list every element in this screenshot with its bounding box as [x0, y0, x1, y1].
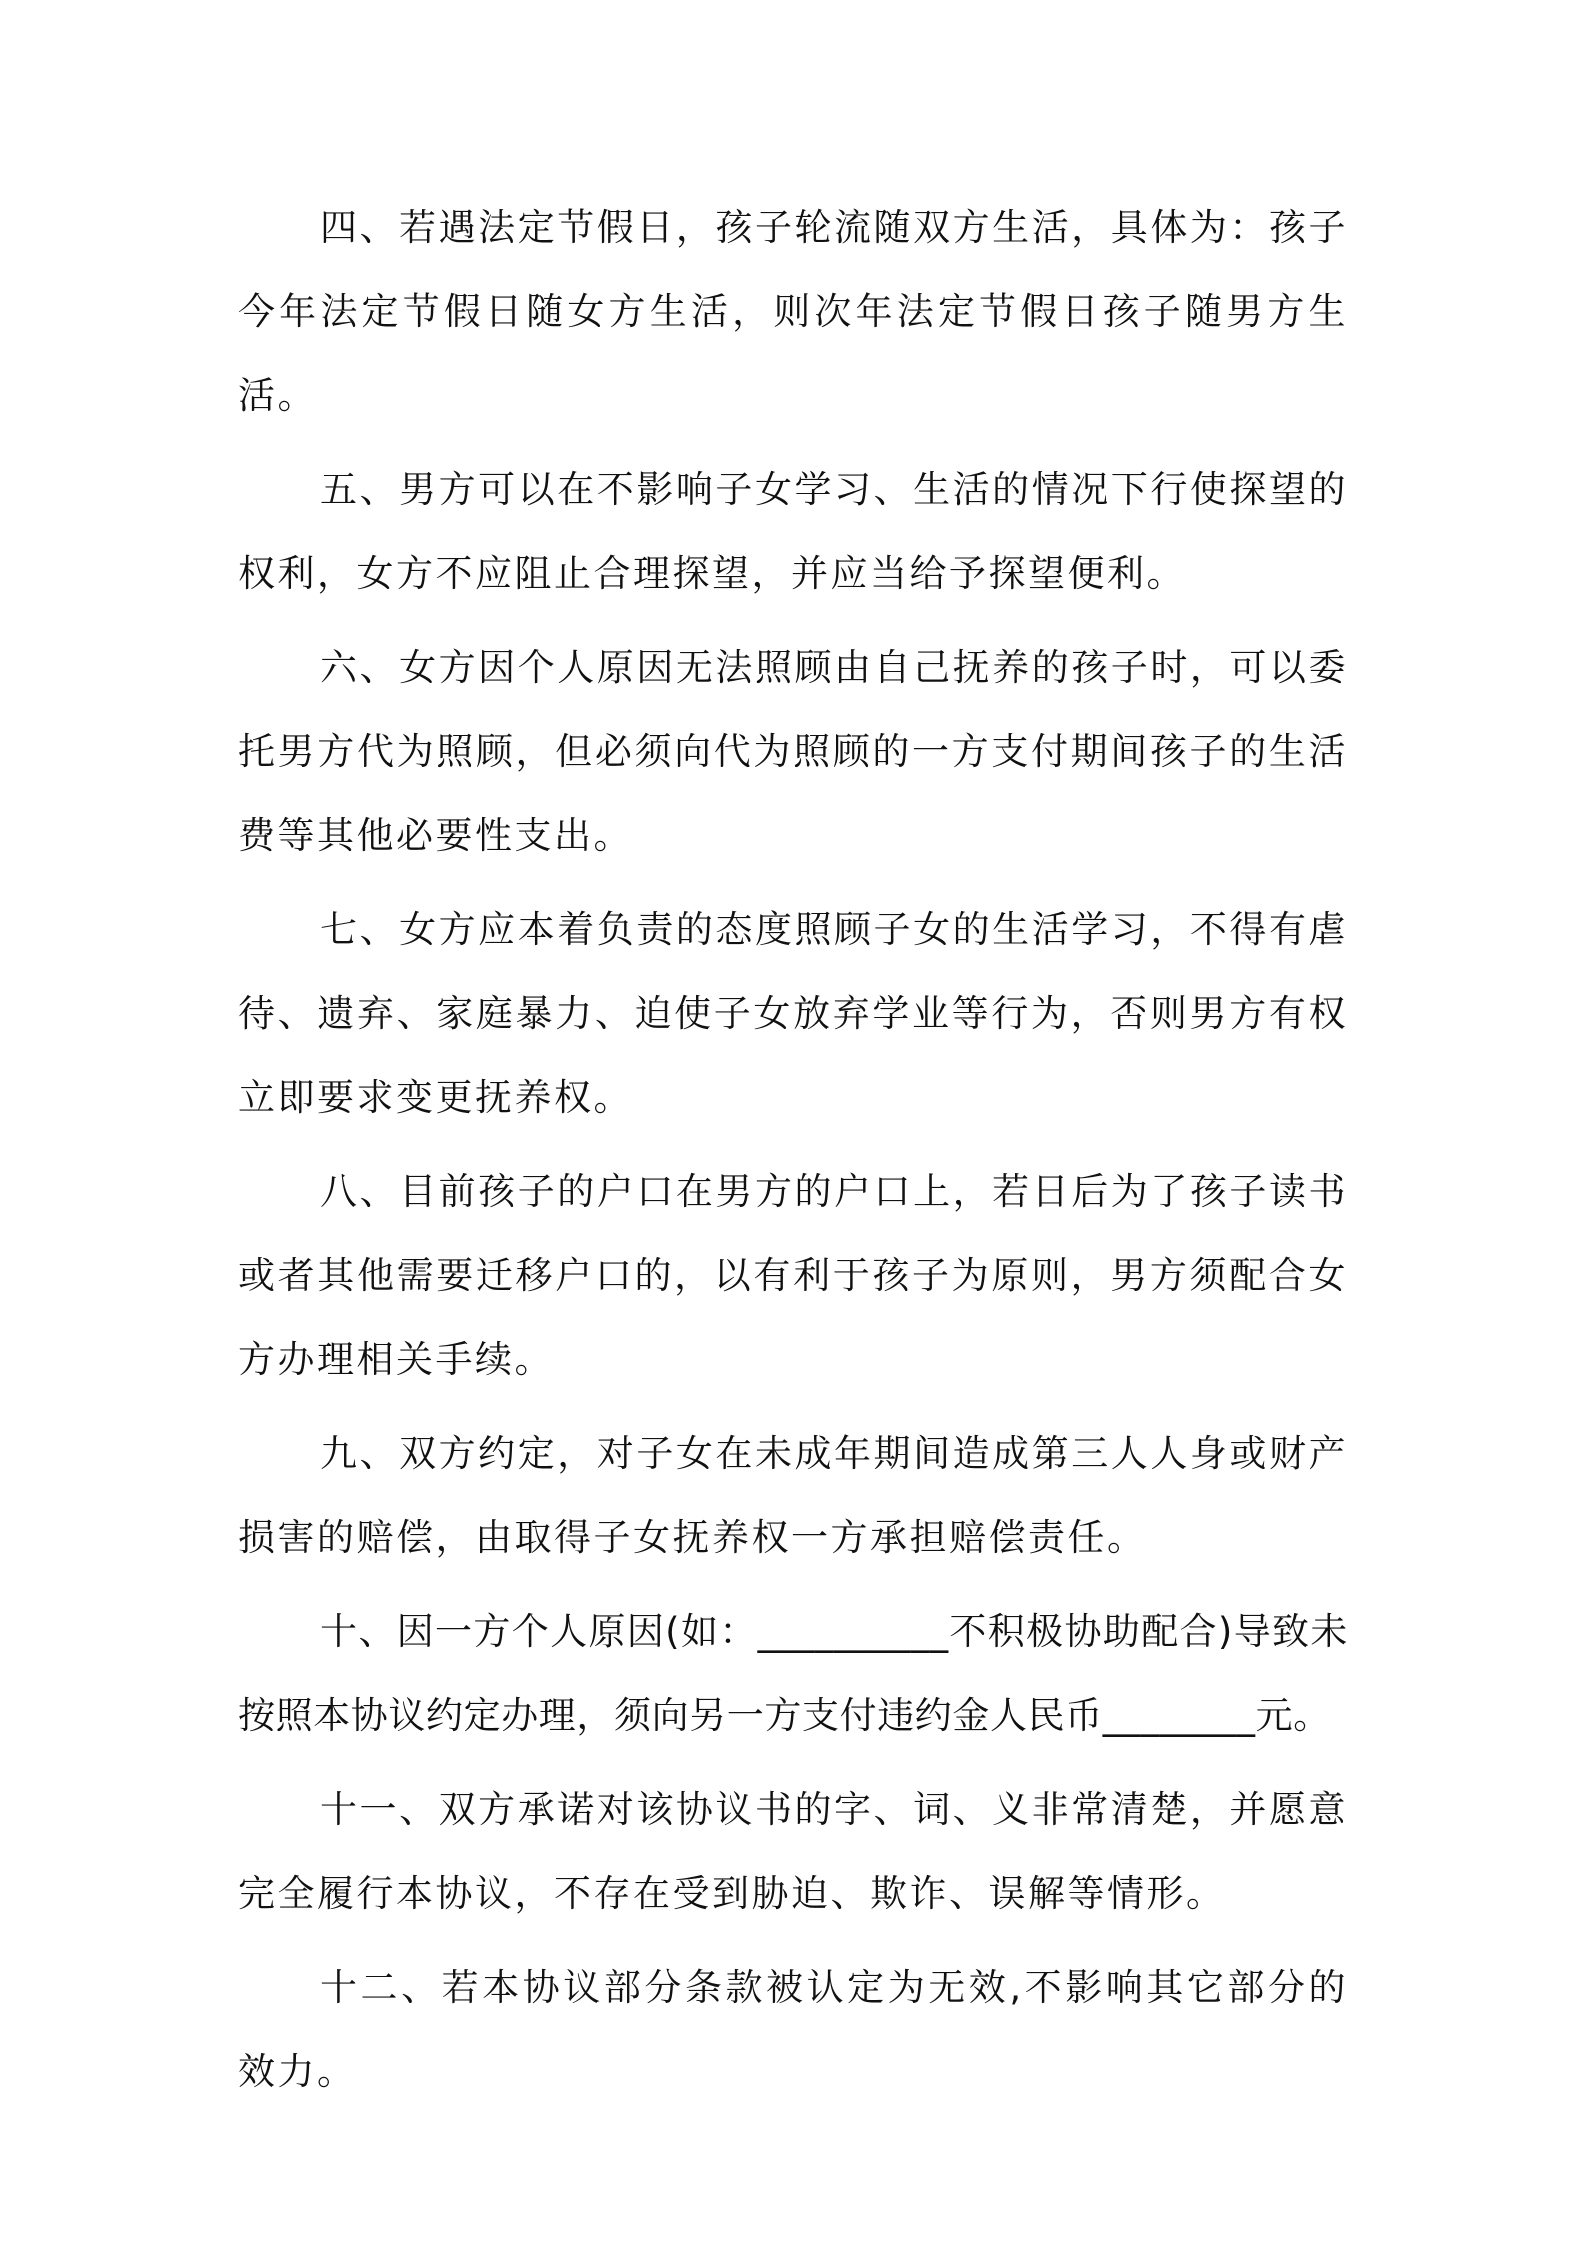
clause-12: 十二、若本协议部分条款被认定为无效,不影响其它部分的效力。 [238, 1966, 1348, 2093]
clause-5: 五、男方可以在不影响子女学习、生活的情况下行使探望的权利，女方不应阻止合理探望，并应当给予探望便利。 [238, 468, 1348, 595]
clause-8: 八、目前孩子的户口在男方的户口上，若日后为了孩子读书或者其他需要迁移户口的，以有利于孩子为原则，男方须配合女方办理相关手续。 [238, 1170, 1348, 1381]
clause-7: 七、女方应本着负责的态度照顾子女的生活学习，不得有虐待、遗弃、家庭暴力、迫使子女放弃学业等行为，否则男方有权立即要求变更抚养权。 [238, 908, 1348, 1119]
clause-4: 四、若遇法定节假日，孩子轮流随双方生活，具体为：孩子今年法定节假日随女方生活，则次年法定节假日孩子随男方生活。 [238, 206, 1348, 417]
clause-6: 六、女方因个人原因无法照顾由自己抚养的孩子时，可以委托男方代为照顾，但必须向代为照顾的一方支付期间孩子的生活费等其他必要性支出。 [238, 646, 1348, 857]
clause-11: 十一、双方承诺对该协议书的字、词、义非常清楚，并愿意完全履行本协议，不存在受到胁迫、欺诈、误解等情形。 [238, 1788, 1348, 1915]
clause-9: 九、双方约定，对子女在未成年期间造成第三人人身或财产损害的赔偿，由取得子女抚养权一方承担赔偿责任。 [238, 1432, 1348, 1559]
agreement-body [238, 186, 1348, 2124]
clause-10: 十、因一方个人原因(如：__________不积极协助配合)导致未按照本协议约定办理，须向另一方支付违约金人民币________元。 [238, 1610, 1348, 1737]
